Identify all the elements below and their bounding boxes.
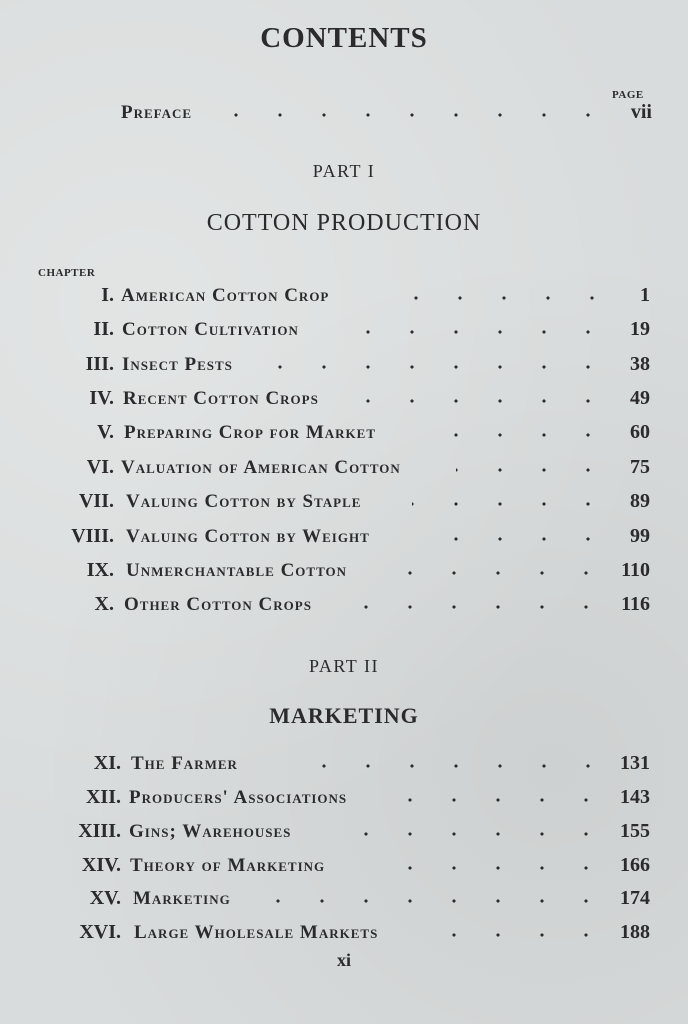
toc-entry: [0, 387, 688, 417]
toc-entry: [0, 353, 688, 383]
chapter-page: 116: [621, 593, 650, 615]
dot-leader: [456, 466, 610, 474]
toc-entry: [0, 284, 688, 314]
chapter-title: Cotton Cultivation: [122, 319, 299, 340]
part-1-title: COTTON PRODUCTION: [206, 210, 482, 236]
dot-leader: [278, 363, 610, 371]
toc-entry: [0, 854, 688, 884]
chapter-title: The Farmer: [131, 753, 238, 774]
dot-leader: [282, 762, 610, 770]
toc-entry: [0, 887, 688, 917]
chapter-title: Valuing Cotton by Staple: [126, 491, 362, 512]
dot-leader: [372, 864, 608, 872]
dot-leader: [352, 328, 610, 336]
dot-leader: [396, 294, 614, 302]
chapter-number: XIII.: [78, 820, 121, 842]
preface-label: Preface: [121, 102, 193, 123]
chapter-title: Producers' Associations: [129, 787, 348, 808]
chapter-number: XIV.: [81, 854, 121, 876]
chapter-page: 75: [630, 456, 650, 478]
toc-entry: [0, 525, 688, 555]
chapter-page: 60: [630, 421, 650, 443]
chapter-title: Marketing: [133, 888, 231, 909]
toc-entry: [0, 421, 688, 451]
dot-leader: [402, 569, 608, 577]
dot-leader: [334, 830, 608, 838]
chapter-column-header: CHAPTER: [38, 267, 96, 279]
toc-entry: [0, 752, 688, 782]
preface-row: [0, 101, 688, 131]
dot-leader: [364, 603, 608, 611]
chapter-number: XVI.: [79, 921, 121, 943]
chapter-title: Other Cotton Crops: [124, 594, 312, 615]
chapter-title: Recent Cotton Crops: [123, 388, 319, 409]
part-2-title: MARKETING: [269, 703, 419, 728]
toc-entry: [0, 456, 688, 486]
dot-leader: [420, 931, 608, 939]
chapter-title: Valuation of American Cotton: [121, 457, 401, 478]
preface-page: vii: [630, 101, 652, 123]
toc-entry: [0, 921, 688, 951]
chapter-page: 38: [630, 353, 650, 375]
chapter-page: 155: [620, 820, 650, 842]
chapter-number: VIII.: [71, 525, 114, 547]
toc-entry: [0, 490, 688, 520]
dot-leader: [396, 796, 608, 804]
chapter-page: 188: [620, 921, 650, 943]
dot-leader: [438, 431, 610, 439]
chapter-page: 131: [620, 752, 650, 774]
chapter-number: IX.: [86, 559, 114, 581]
chapter-page: 174: [620, 887, 650, 909]
chapter-page: 89: [630, 490, 650, 512]
dot-leader: [222, 111, 610, 119]
chapter-title: American Cotton Crop: [121, 285, 330, 306]
chapter-title: Unmerchantable Cotton: [126, 560, 348, 581]
page-column-header: PAGE: [612, 89, 644, 101]
toc-entry: [0, 559, 688, 589]
contents-title: CONTENTS: [260, 22, 428, 54]
dot-leader: [436, 535, 610, 543]
toc-entry: [0, 820, 688, 850]
dot-leader: [412, 500, 610, 508]
chapter-number: XV.: [89, 887, 121, 909]
dot-leader: [344, 397, 610, 405]
chapter-page: 19: [630, 318, 650, 340]
chapter-page: 166: [620, 854, 650, 876]
chapter-title: Gins; Warehouses: [129, 821, 292, 842]
dot-leader: [256, 897, 608, 905]
chapter-number: VII.: [78, 490, 114, 512]
chapter-title: Large Wholesale Markets: [134, 922, 379, 943]
chapter-number: IV.: [89, 387, 114, 409]
part-1-label: PART I: [312, 161, 376, 181]
chapter-number: XI.: [93, 752, 121, 774]
chapter-number: V.: [97, 421, 114, 443]
chapter-title: Preparing Crop for Market: [124, 422, 376, 443]
chapter-title: Valuing Cotton by Weight: [126, 526, 370, 547]
chapter-title: Theory of Marketing: [130, 855, 326, 876]
chapter-number: III.: [85, 353, 114, 375]
chapter-number: II.: [93, 318, 114, 340]
part-2-label: PART II: [309, 656, 379, 676]
chapter-page: 1: [640, 284, 650, 306]
chapter-page: 143: [620, 786, 650, 808]
chapter-page: 110: [621, 559, 650, 581]
chapter-number: I.: [101, 284, 114, 306]
chapter-number: XII.: [85, 786, 121, 808]
toc-entry: [0, 786, 688, 816]
chapter-page: 49: [630, 387, 650, 409]
chapter-page: 99: [630, 525, 650, 547]
chapter-title: Insect Pests: [122, 354, 233, 375]
chapter-number: VI.: [86, 456, 114, 478]
toc-entry: [0, 593, 688, 623]
toc-entry: [0, 318, 688, 348]
page-folio: xi: [336, 950, 351, 970]
chapter-number: X.: [94, 593, 114, 615]
